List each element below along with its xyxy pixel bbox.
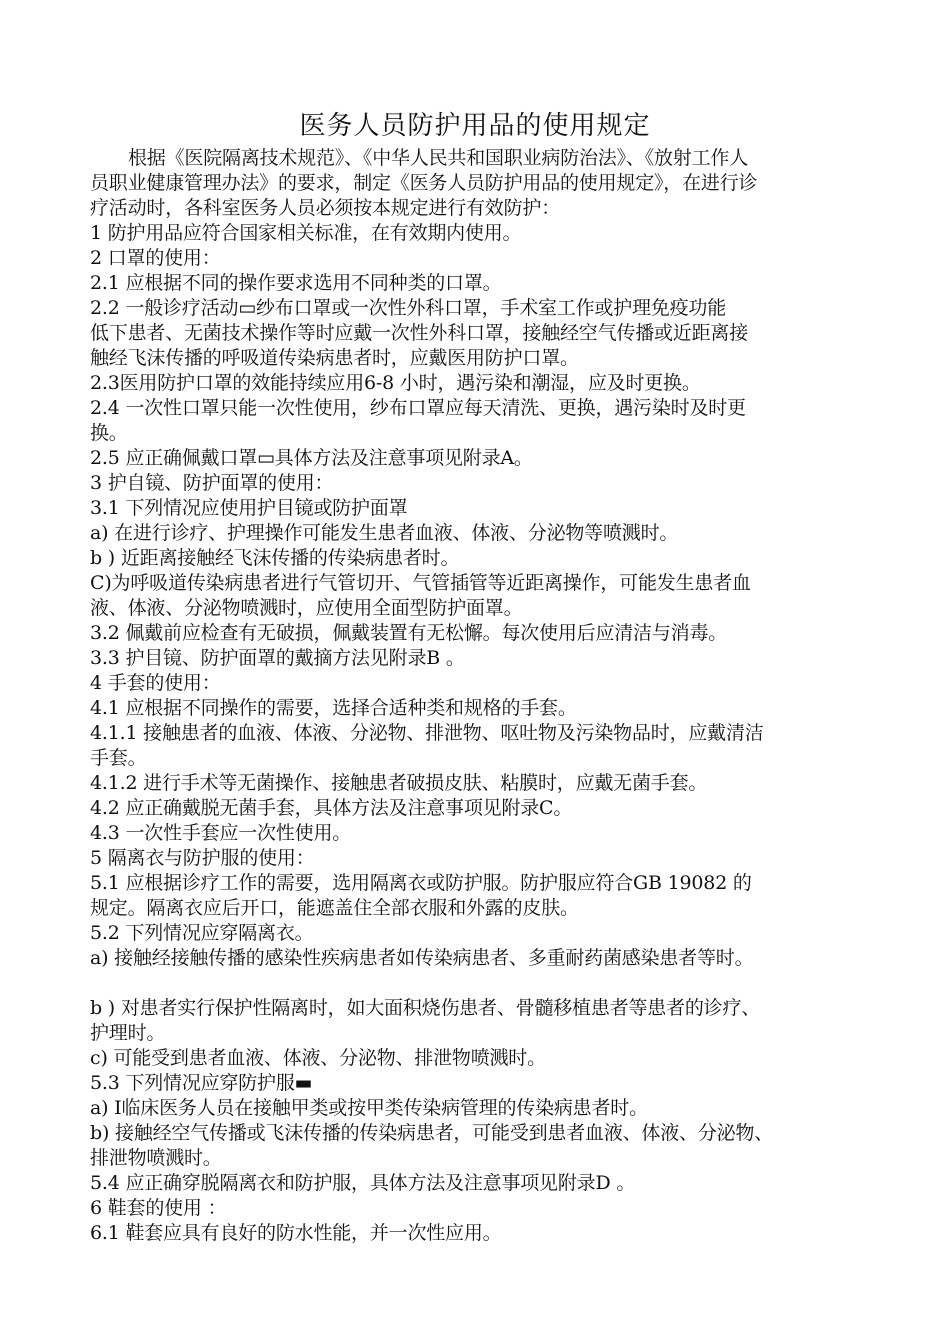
text-line: 3.1 下列情况应使用护目镜或防护面罩 (90, 497, 408, 519)
text-line: c) 可能受到患者血液、体液、分泌物、排泄物喷溅时。 (90, 1047, 546, 1069)
text-line: 液、体液、分泌物喷溅时，应使用全面型防护面罩。 (90, 597, 523, 619)
text-line: 2.5 应正确佩戴口罩▭具体方法及注意事项见附录A。 (90, 447, 533, 469)
document-body (90, 146, 870, 1246)
text-line: b ) 近距离接触经飞沫传播的传染病患者时。 (90, 547, 460, 569)
text-line: 换。 (90, 422, 128, 444)
text-line: 触经飞沫传播的呼吸道传染病患者时，应戴医用防护口罩。 (90, 347, 579, 369)
text-line: C)为呼吸道传染病患者进行气管切开、气管插管等近距离操作，可能发生患者血 (90, 572, 751, 594)
text-line: 4 手套的使用： (90, 672, 221, 694)
text-line: 2.4 一次性口罩只能一次性使用，纱布口罩应每天清洗、更换，遇污染时及时更 (90, 397, 746, 419)
text-line: 员职业健康管理办法》的要求，制定《医务人员防护用品的使用规定》，在进行诊 (90, 172, 758, 194)
text-line: a) I临床医务人员在接触甲类或按甲类传染病管理的传染病患者时。 (90, 1097, 648, 1119)
text-line: 5.1 应根据诊疗工作的需要，选用隔离衣或防护服。防护服应符合GB 19082 的 (90, 872, 752, 894)
text-line: a) 接触经接触传播的感染性疾病患者如传染病患者、多重耐药菌感染患者等时。 (90, 947, 754, 969)
text-line: 疗活动时，各科室医务人员必须按本规定进行有效防护： (90, 197, 561, 219)
text-line: 护理时。 (90, 1022, 166, 1044)
text-line: 4.2 应正确戴脱无菌手套，具体方法及注意事项见附录C。 (90, 797, 573, 819)
text-line: 1 防护用品应符合国家相关标准，在有效期内使用。 (90, 222, 522, 244)
text-line: 手套。 (90, 747, 147, 769)
document-title: 医务人员防护用品的使用规定 (299, 111, 651, 141)
text-line: 4.3 一次性手套应一次性使用。 (90, 822, 352, 844)
text-line: 规定。隔离衣应后开口，能遮盖住全部衣服和外露的皮肤。 (90, 897, 579, 919)
text-line: 2.2 一般诊疗活动▭纱布口罩或一次性外科口罩，手术室工作或护理免疫功能 (90, 297, 727, 319)
text-line: 5.3 下列情况应穿防护服▬ (90, 1072, 313, 1094)
text-line: 根据《医院隔离技术规范》、《中华人民共和国职业病防治法》、《放射工作人 (128, 147, 749, 169)
text-line: 5.2 下列情况应穿隔离衣。 (90, 922, 314, 944)
text-line: 6 鞋套的使用 ： (90, 1197, 227, 1219)
text-line: 排泄物喷溅时。 (90, 1147, 222, 1169)
text-line: 2.1 应根据不同的操作要求选用不同种类的口罩。 (90, 272, 502, 294)
text-line: 4.1 应根据不同操作的需要，选择合适种类和规格的手套。 (90, 697, 577, 719)
text-line: 5.4 应正确穿脱隔离衣和防护服，具体方法及注意事项见附录D 。 (90, 1172, 636, 1194)
text-line: a) 在进行诊疗、护理操作可能发生患者血液、体液、分泌物等喷溅时。 (90, 522, 679, 544)
text-line: 6.1 鞋套应具有良好的防水性能，并一次性应用。 (90, 1222, 502, 1244)
text-line: b ) 对患者实行保护性隔离时，如大面积烧伤患者、骨髓移植患者等患者的诊疗、 (90, 997, 761, 1019)
text-line: b) 接触经空气传播或飞沫传播的传染病患者，可能受到患者血液、体液、分泌物、 (90, 1122, 774, 1144)
blank-line (90, 971, 870, 996)
text-line: 低下患者、无菌技术操作等时应戴一次性外科口罩，接触经空气传播或近距离接 (90, 322, 749, 344)
text-line: 2 口罩的使用： (90, 247, 221, 269)
text-line: 3 护自镜、防护面罩的使用： (90, 472, 334, 494)
text-line: 4.1.1 接触患者的血液、体液、分泌物、排泄物、呕吐物及污染物品时，应戴清洁 (90, 722, 764, 744)
text-line: 2.3医用防护口罩的效能持续应用6-8 小时，遇污染和潮湿，应及时更换。 (90, 372, 701, 394)
text-line: 5 隔离衣与防护服的使用： (90, 847, 315, 869)
text-line: 3.2 佩戴前应检查有无破损，佩戴装置有无松懈。每次使用后应清洁与消毒。 (90, 622, 728, 644)
text-line: 3.3 护目镜、防护面罩的戴摘方法见附录B 。 (90, 647, 465, 669)
text-line: 4.1.2 进行手术等无菌操作、接触患者破损皮肤、粘膜时，应戴无菌手套。 (90, 772, 708, 794)
